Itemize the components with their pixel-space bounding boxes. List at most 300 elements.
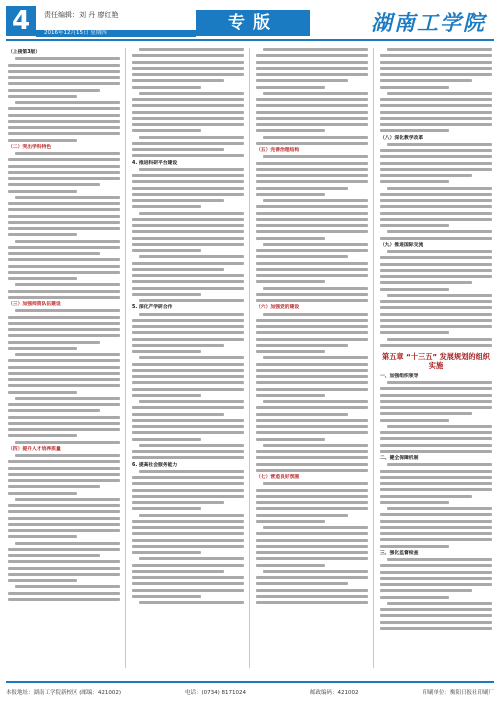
text-line bbox=[132, 61, 244, 64]
text-line bbox=[8, 177, 120, 180]
text-line bbox=[380, 437, 492, 440]
footer-phone: 电话：(0734) 8171024 bbox=[185, 690, 247, 696]
text-line bbox=[256, 514, 348, 517]
issue-date: 2016年12月15日 星期四 bbox=[44, 30, 107, 36]
text-line bbox=[263, 136, 368, 139]
text-line bbox=[256, 595, 368, 598]
text-line bbox=[8, 89, 100, 92]
text-line bbox=[15, 152, 120, 155]
text-line bbox=[387, 381, 492, 384]
text-line bbox=[132, 394, 201, 397]
text-line bbox=[132, 287, 244, 290]
text-line bbox=[132, 148, 224, 151]
text-line bbox=[8, 579, 77, 582]
text-line bbox=[380, 281, 472, 284]
text-line bbox=[132, 230, 244, 233]
text-line bbox=[8, 378, 120, 381]
text-line bbox=[8, 277, 77, 280]
text-line bbox=[380, 149, 492, 152]
text-line bbox=[380, 488, 492, 491]
text-line bbox=[256, 162, 368, 165]
text-line bbox=[256, 413, 348, 416]
text-line bbox=[139, 313, 244, 316]
text-line bbox=[380, 431, 492, 434]
text-line bbox=[387, 92, 492, 95]
text-line bbox=[132, 111, 244, 114]
text-line bbox=[132, 551, 201, 554]
text-line bbox=[8, 76, 120, 79]
text-line bbox=[380, 199, 492, 202]
subhead: 一、加强组织领导 bbox=[380, 373, 419, 379]
text-line bbox=[256, 507, 368, 510]
text-line bbox=[132, 431, 244, 434]
text-line bbox=[256, 450, 368, 453]
text-line bbox=[8, 416, 120, 419]
text-line bbox=[8, 227, 120, 230]
text-line bbox=[263, 155, 368, 158]
body-text bbox=[380, 48, 492, 132]
text-line bbox=[380, 394, 492, 397]
article-column-4 bbox=[380, 48, 492, 672]
text-line bbox=[132, 476, 244, 479]
text-line bbox=[256, 545, 368, 548]
text-line bbox=[256, 431, 368, 434]
text-line bbox=[387, 425, 492, 428]
text-line bbox=[132, 98, 244, 101]
text-line bbox=[380, 67, 492, 70]
text-line bbox=[8, 271, 120, 274]
text-line bbox=[8, 64, 120, 67]
body-text bbox=[256, 155, 368, 302]
text-line bbox=[256, 268, 368, 271]
text-line bbox=[132, 545, 244, 548]
chapter-heading: 第五章 “十三五” 发展规划的组织实施 bbox=[382, 351, 490, 370]
text-line bbox=[256, 419, 368, 422]
text-line bbox=[256, 325, 368, 328]
text-line bbox=[139, 136, 244, 139]
text-line bbox=[8, 95, 77, 98]
text-line bbox=[132, 274, 244, 277]
text-line bbox=[380, 344, 492, 347]
text-line bbox=[8, 372, 120, 375]
text-line bbox=[256, 224, 368, 227]
text-line bbox=[8, 460, 120, 463]
text-line bbox=[256, 117, 368, 120]
text-line bbox=[380, 419, 449, 422]
text-line bbox=[132, 507, 201, 510]
text-line bbox=[256, 489, 368, 492]
body-text bbox=[8, 309, 120, 443]
article-column-1 bbox=[8, 48, 120, 672]
body-text bbox=[132, 168, 244, 302]
text-line bbox=[387, 143, 492, 146]
text-line bbox=[132, 331, 244, 334]
body-text bbox=[8, 152, 120, 299]
text-line bbox=[139, 48, 244, 51]
text-line bbox=[132, 564, 244, 567]
text-line bbox=[380, 54, 492, 57]
text-line bbox=[263, 313, 368, 316]
text-line bbox=[380, 495, 472, 498]
text-line bbox=[132, 570, 224, 573]
text-line bbox=[256, 174, 368, 177]
text-line bbox=[8, 554, 100, 557]
text-line bbox=[380, 450, 492, 453]
body-text bbox=[380, 463, 492, 547]
text-line bbox=[132, 369, 244, 372]
text-line bbox=[256, 61, 368, 64]
text-line bbox=[256, 394, 325, 397]
text-line bbox=[380, 331, 449, 334]
text-line bbox=[380, 73, 492, 76]
text-line bbox=[132, 532, 244, 535]
text-line bbox=[380, 520, 492, 523]
text-line bbox=[256, 576, 368, 579]
text-line bbox=[380, 205, 492, 208]
text-line bbox=[132, 117, 244, 120]
text-line bbox=[380, 444, 492, 447]
text-line bbox=[132, 187, 244, 190]
text-line bbox=[263, 199, 368, 202]
text-line bbox=[380, 162, 492, 165]
text-line bbox=[8, 221, 120, 224]
text-line bbox=[380, 98, 492, 101]
text-line bbox=[15, 309, 120, 312]
text-line bbox=[380, 482, 492, 485]
text-line bbox=[263, 570, 368, 573]
text-line bbox=[15, 353, 120, 356]
text-line bbox=[8, 290, 120, 293]
text-line bbox=[15, 585, 120, 588]
body-text bbox=[132, 313, 244, 460]
text-line bbox=[380, 123, 492, 126]
column-divider bbox=[373, 48, 374, 668]
text-line bbox=[263, 526, 368, 529]
text-line bbox=[8, 479, 120, 482]
text-line bbox=[256, 539, 368, 542]
text-line bbox=[8, 328, 120, 331]
text-line bbox=[132, 268, 224, 271]
text-line bbox=[380, 306, 492, 309]
text-line bbox=[380, 608, 492, 611]
text-line bbox=[256, 406, 368, 409]
subhead: （三）加强师资队伍建设 bbox=[8, 302, 61, 307]
text-line bbox=[8, 316, 120, 319]
text-line bbox=[380, 155, 492, 158]
text-line bbox=[8, 215, 120, 218]
text-line bbox=[8, 120, 120, 123]
text-line bbox=[387, 294, 492, 297]
text-line bbox=[8, 523, 120, 526]
text-line bbox=[8, 473, 120, 476]
text-line bbox=[139, 356, 244, 359]
text-line bbox=[256, 369, 368, 372]
body-text bbox=[256, 482, 368, 604]
text-line bbox=[132, 363, 244, 366]
text-line bbox=[380, 193, 492, 196]
text-line bbox=[15, 57, 120, 60]
text-line bbox=[132, 319, 244, 322]
text-line bbox=[132, 350, 201, 353]
text-line bbox=[132, 438, 201, 441]
text-line bbox=[132, 142, 244, 145]
text-line bbox=[380, 117, 492, 120]
text-line bbox=[132, 243, 244, 246]
article-column-3 bbox=[256, 48, 368, 672]
text-line bbox=[256, 520, 325, 523]
text-line bbox=[387, 187, 492, 190]
text-line bbox=[132, 79, 224, 82]
text-line bbox=[132, 262, 244, 265]
text-line bbox=[256, 381, 368, 384]
text-line bbox=[132, 489, 244, 492]
subhead: （五）完善治理结构 bbox=[256, 148, 300, 153]
text-line bbox=[380, 532, 492, 535]
subhead: 4. 推进科研平台建设 bbox=[132, 160, 178, 166]
text-line bbox=[380, 387, 492, 390]
text-line bbox=[139, 299, 244, 302]
section-label: 专版 bbox=[228, 13, 278, 33]
text-line bbox=[8, 107, 120, 110]
text-line bbox=[256, 388, 368, 391]
text-line bbox=[380, 470, 492, 473]
text-line bbox=[8, 485, 100, 488]
text-line bbox=[139, 212, 244, 215]
text-line bbox=[132, 450, 244, 453]
text-line bbox=[8, 592, 120, 595]
text-line bbox=[256, 280, 325, 283]
text-line bbox=[380, 79, 472, 82]
text-line bbox=[132, 104, 244, 107]
text-line bbox=[8, 132, 120, 135]
text-line bbox=[380, 564, 492, 567]
footer bbox=[6, 685, 494, 699]
text-line bbox=[380, 275, 492, 278]
text-line bbox=[256, 73, 368, 76]
text-line bbox=[380, 111, 492, 114]
text-line bbox=[8, 359, 120, 362]
text-line bbox=[132, 406, 244, 409]
subhead: （七）营造良好氛围 bbox=[256, 475, 300, 480]
text-line bbox=[256, 274, 368, 277]
text-line bbox=[139, 92, 244, 95]
text-line bbox=[387, 338, 492, 341]
text-line bbox=[380, 476, 492, 479]
text-line bbox=[132, 482, 244, 485]
text-line bbox=[256, 463, 368, 466]
text-line bbox=[380, 577, 492, 580]
text-line bbox=[380, 406, 492, 409]
text-line bbox=[380, 545, 449, 548]
text-line bbox=[387, 250, 492, 253]
text-line bbox=[256, 425, 368, 428]
text-line bbox=[256, 363, 368, 366]
text-line bbox=[263, 400, 368, 403]
text-line bbox=[15, 397, 120, 400]
text-line bbox=[256, 344, 348, 347]
text-line bbox=[132, 526, 244, 529]
text-line bbox=[256, 187, 348, 190]
text-line bbox=[8, 171, 120, 174]
text-line bbox=[8, 467, 120, 470]
text-line bbox=[8, 165, 120, 168]
text-line bbox=[8, 126, 120, 129]
text-line bbox=[263, 444, 368, 447]
section-banner bbox=[196, 10, 310, 36]
text-line bbox=[15, 441, 120, 444]
text-line bbox=[132, 293, 201, 296]
text-line bbox=[8, 548, 120, 551]
page-number: 4 bbox=[6, 6, 36, 36]
text-line bbox=[380, 596, 449, 599]
text-line bbox=[132, 67, 244, 70]
text-line bbox=[8, 504, 120, 507]
text-line bbox=[132, 129, 201, 132]
text-line bbox=[15, 196, 120, 199]
text-line bbox=[256, 350, 325, 353]
text-line bbox=[256, 255, 348, 258]
text-line bbox=[380, 212, 492, 215]
text-line bbox=[256, 495, 368, 498]
text-line bbox=[387, 558, 492, 561]
text-line bbox=[256, 123, 368, 126]
text-line bbox=[380, 61, 492, 64]
header-rule bbox=[6, 39, 494, 41]
text-line bbox=[380, 589, 472, 592]
text-line bbox=[132, 501, 224, 504]
text-line bbox=[8, 567, 120, 570]
text-line bbox=[256, 180, 368, 183]
body-text bbox=[132, 470, 244, 604]
text-line bbox=[256, 111, 368, 114]
text-line bbox=[132, 456, 244, 459]
text-line bbox=[256, 142, 368, 145]
text-line bbox=[8, 82, 120, 85]
text-line bbox=[380, 180, 449, 183]
text-line bbox=[387, 48, 492, 51]
subhead: （二）突出学科特色 bbox=[8, 144, 52, 150]
subhead: 5. 深化产学研合作 bbox=[132, 305, 173, 311]
masthead-logo: 湖南工学院 bbox=[371, 10, 486, 35]
text-line bbox=[256, 262, 368, 265]
text-line bbox=[8, 517, 120, 520]
text-line bbox=[132, 193, 244, 196]
text-line bbox=[15, 498, 120, 501]
text-line bbox=[380, 526, 492, 529]
text-line bbox=[256, 237, 325, 240]
text-line bbox=[8, 341, 100, 344]
text-line bbox=[380, 263, 492, 266]
footer-printer: 印刷单位：衡阳日报社印刷厂 bbox=[422, 690, 494, 696]
text-line bbox=[256, 104, 368, 107]
text-line bbox=[380, 269, 492, 272]
article-column-2 bbox=[132, 48, 244, 672]
body-text bbox=[380, 558, 492, 630]
text-line bbox=[132, 344, 224, 347]
text-line bbox=[8, 347, 77, 350]
text-line bbox=[387, 463, 492, 466]
text-line bbox=[139, 400, 244, 403]
text-line bbox=[132, 375, 244, 378]
text-line bbox=[256, 532, 368, 535]
text-line bbox=[132, 388, 244, 391]
text-line bbox=[256, 79, 348, 82]
text-line bbox=[139, 514, 244, 517]
text-line bbox=[132, 154, 244, 157]
text-line bbox=[8, 560, 120, 563]
text-line bbox=[132, 199, 224, 202]
column-divider bbox=[125, 48, 126, 668]
text-line bbox=[263, 287, 368, 290]
text-line bbox=[256, 293, 368, 296]
text-line bbox=[132, 413, 224, 416]
text-line bbox=[380, 313, 492, 316]
text-line bbox=[132, 325, 244, 328]
text-line bbox=[132, 338, 244, 341]
text-line bbox=[380, 256, 492, 259]
text-line bbox=[15, 454, 120, 457]
text-line bbox=[132, 180, 244, 183]
text-line bbox=[380, 174, 472, 177]
text-line bbox=[387, 507, 492, 510]
text-line bbox=[380, 288, 449, 291]
text-line bbox=[132, 123, 244, 126]
text-line bbox=[8, 252, 100, 255]
text-line bbox=[139, 470, 244, 473]
body-text bbox=[256, 313, 368, 472]
text-line bbox=[380, 86, 449, 89]
text-line bbox=[8, 535, 77, 538]
text-line bbox=[256, 86, 325, 89]
subhead: （九）推进国际交流 bbox=[380, 242, 424, 248]
text-line bbox=[256, 438, 325, 441]
text-line bbox=[132, 205, 201, 208]
text-line bbox=[132, 224, 244, 227]
text-line bbox=[256, 582, 348, 585]
text-line bbox=[139, 168, 244, 171]
text-line bbox=[380, 319, 492, 322]
body-text bbox=[8, 57, 120, 141]
text-line bbox=[380, 621, 492, 624]
footer-rule bbox=[6, 681, 494, 683]
text-line bbox=[380, 168, 492, 171]
text-line bbox=[132, 280, 244, 283]
text-line bbox=[8, 208, 120, 211]
subhead: 三、强化监督检查 bbox=[380, 550, 419, 556]
text-line bbox=[380, 571, 492, 574]
text-line bbox=[263, 92, 368, 95]
subhead: （八）深化教学改革 bbox=[380, 135, 424, 141]
text-line bbox=[132, 495, 244, 498]
text-line bbox=[8, 70, 120, 73]
body-text bbox=[132, 48, 244, 157]
column-divider bbox=[249, 48, 250, 668]
text-line bbox=[8, 391, 77, 394]
text-line bbox=[256, 331, 368, 334]
text-line bbox=[263, 482, 368, 485]
text-line bbox=[8, 114, 120, 117]
text-line bbox=[380, 627, 492, 630]
text-line bbox=[15, 283, 120, 286]
text-line bbox=[139, 255, 244, 258]
text-line bbox=[256, 98, 368, 101]
text-line bbox=[380, 501, 449, 504]
text-line bbox=[256, 67, 368, 70]
text-line bbox=[8, 573, 120, 576]
text-line bbox=[256, 319, 368, 322]
subhead: 二、健全保障机制 bbox=[380, 456, 419, 461]
text-line bbox=[8, 510, 120, 513]
